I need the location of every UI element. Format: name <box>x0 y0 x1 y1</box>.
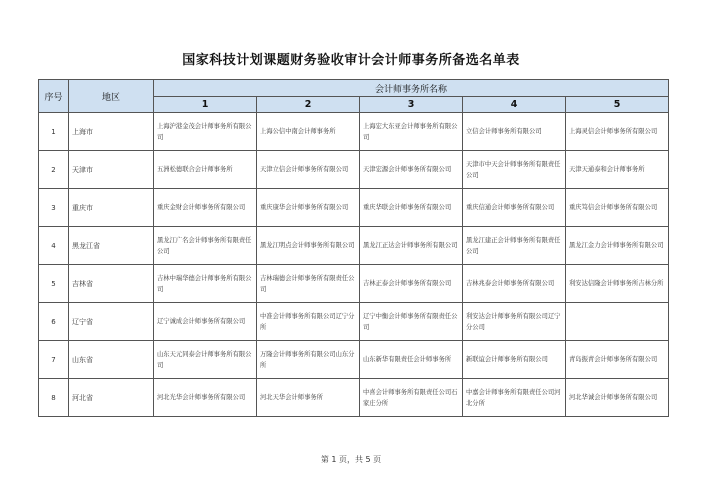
row-region: 上海市 <box>69 113 154 151</box>
table-header <box>39 80 669 113</box>
table-row <box>39 265 669 303</box>
firm-cell: 吉林兆泰会计师事务所有限公司 <box>463 265 566 303</box>
firm-list-table <box>38 79 669 417</box>
header-col-4: 4 <box>463 97 566 113</box>
firm-cell: 上海沪港金茂会计师事务所有限公司 <box>154 113 257 151</box>
firm-cell: 辽宁诚成会计师事务所有限公司 <box>154 303 257 341</box>
row-region: 吉林省 <box>69 265 154 303</box>
firm-cell: 重庆笃信会计师事务所有限公司 <box>566 189 669 227</box>
row-region: 河北省 <box>69 379 154 417</box>
firm-cell: 黑龙江广名会计师事务所有限责任公司 <box>154 227 257 265</box>
firm-cell: 吉林中瑞华德会计师事务所有限公司 <box>154 265 257 303</box>
table-body <box>39 113 669 417</box>
firm-cell: 中准会计师事务所有限公司辽宁分所 <box>257 303 360 341</box>
firm-cell: 利安达信隆会计师事务所吉林分所 <box>566 265 669 303</box>
firm-cell: 天津市中天会计师事务所有限责任公司 <box>463 151 566 189</box>
table-row <box>39 151 669 189</box>
firm-cell: 利安达会计师事务所有限公司辽宁分公司 <box>463 303 566 341</box>
page-title: 国家科技计划课题财务验收审计会计师事务所备选名单表 <box>182 53 520 68</box>
firm-cell: 天津宏源会计师事务所有限公司 <box>360 151 463 189</box>
firm-cell: 青岛振青会计师事务所有限公司 <box>566 341 669 379</box>
firm-cell: 山东新华有限责任会计师事务所 <box>360 341 463 379</box>
firm-cell: 重庆信通会计师事务所有限公司 <box>463 189 566 227</box>
row-region: 黑龙江省 <box>69 227 154 265</box>
firm-cell: 辽宁中衡会计师事务所有限责任公司 <box>360 303 463 341</box>
header-col-1: 1 <box>154 97 257 113</box>
row-seq: 8 <box>39 379 69 417</box>
row-region: 山东省 <box>69 341 154 379</box>
row-seq: 2 <box>39 151 69 189</box>
firm-cell: 上海灵信会计师事务所有限公司 <box>566 113 669 151</box>
table-row <box>39 113 669 151</box>
header-seq: 序号 <box>39 80 69 113</box>
firm-cell: 黑龙江建正会计师事务所有限责任公司 <box>463 227 566 265</box>
row-seq: 6 <box>39 303 69 341</box>
table-row <box>39 189 669 227</box>
row-seq: 1 <box>39 113 69 151</box>
firm-cell <box>566 303 669 341</box>
firm-cell: 万隆会计师事务所有限公司山东分所 <box>257 341 360 379</box>
header-region: 地区 <box>69 80 154 113</box>
firm-cell: 天津天通泰和会计师事务所 <box>566 151 669 189</box>
row-seq: 7 <box>39 341 69 379</box>
firm-cell: 重庆金财会计师事务所有限公司 <box>154 189 257 227</box>
firm-cell: 吉林正泰会计师事务所有限公司 <box>360 265 463 303</box>
table-row <box>39 379 669 417</box>
firm-cell: 吉林瑞德会计师事务所有限责任公司 <box>257 265 360 303</box>
firm-cell: 黑龙江金力会计师事务所有限公司 <box>566 227 669 265</box>
firm-cell: 河北华诚会计师事务所有限公司 <box>566 379 669 417</box>
row-region: 重庆市 <box>69 189 154 227</box>
row-region: 天津市 <box>69 151 154 189</box>
firm-cell: 立信会计师事务所有限公司 <box>463 113 566 151</box>
row-seq: 5 <box>39 265 69 303</box>
firm-cell: 中喜会计师事务所有限责任公司石家庄分所 <box>360 379 463 417</box>
firm-cell: 黑龙江正达会计师事务所有限公司 <box>360 227 463 265</box>
firm-cell: 中嘉会计师事务所有限责任公司河北分所 <box>463 379 566 417</box>
firm-cell: 黑龙江明点会计师事务所有限公司 <box>257 227 360 265</box>
firm-cell: 上海宏大东亚会计师事务所有限公司 <box>360 113 463 151</box>
firm-cell: 山东天元同泰会计师事务所有限公司 <box>154 341 257 379</box>
header-col-2: 2 <box>257 97 360 113</box>
firm-cell: 重庆华联会计师事务所有限公司 <box>360 189 463 227</box>
row-seq: 4 <box>39 227 69 265</box>
page-footer: 第 1 页，共 5 页 <box>320 455 382 464</box>
table-row <box>39 303 669 341</box>
firm-cell: 重庆康华会计师事务所有限公司 <box>257 189 360 227</box>
table-row <box>39 227 669 265</box>
header-col-5: 5 <box>566 97 669 113</box>
header-col-3: 3 <box>360 97 463 113</box>
row-seq: 3 <box>39 189 69 227</box>
table-row <box>39 341 669 379</box>
row-region: 辽宁省 <box>69 303 154 341</box>
firm-cell: 上海公信中南会计师事务所 <box>257 113 360 151</box>
firm-cell: 五洲松德联合会计师事务所 <box>154 151 257 189</box>
firm-cell: 河北天华会计师事务所 <box>257 379 360 417</box>
firm-cell: 新联谊会计师事务所有限公司 <box>463 341 566 379</box>
header-firm-group: 会计师事务所名称 <box>154 80 669 97</box>
firm-cell: 天津立信会计师事务所有限公司 <box>257 151 360 189</box>
firm-cell: 河北光华会计师事务所有限公司 <box>154 379 257 417</box>
